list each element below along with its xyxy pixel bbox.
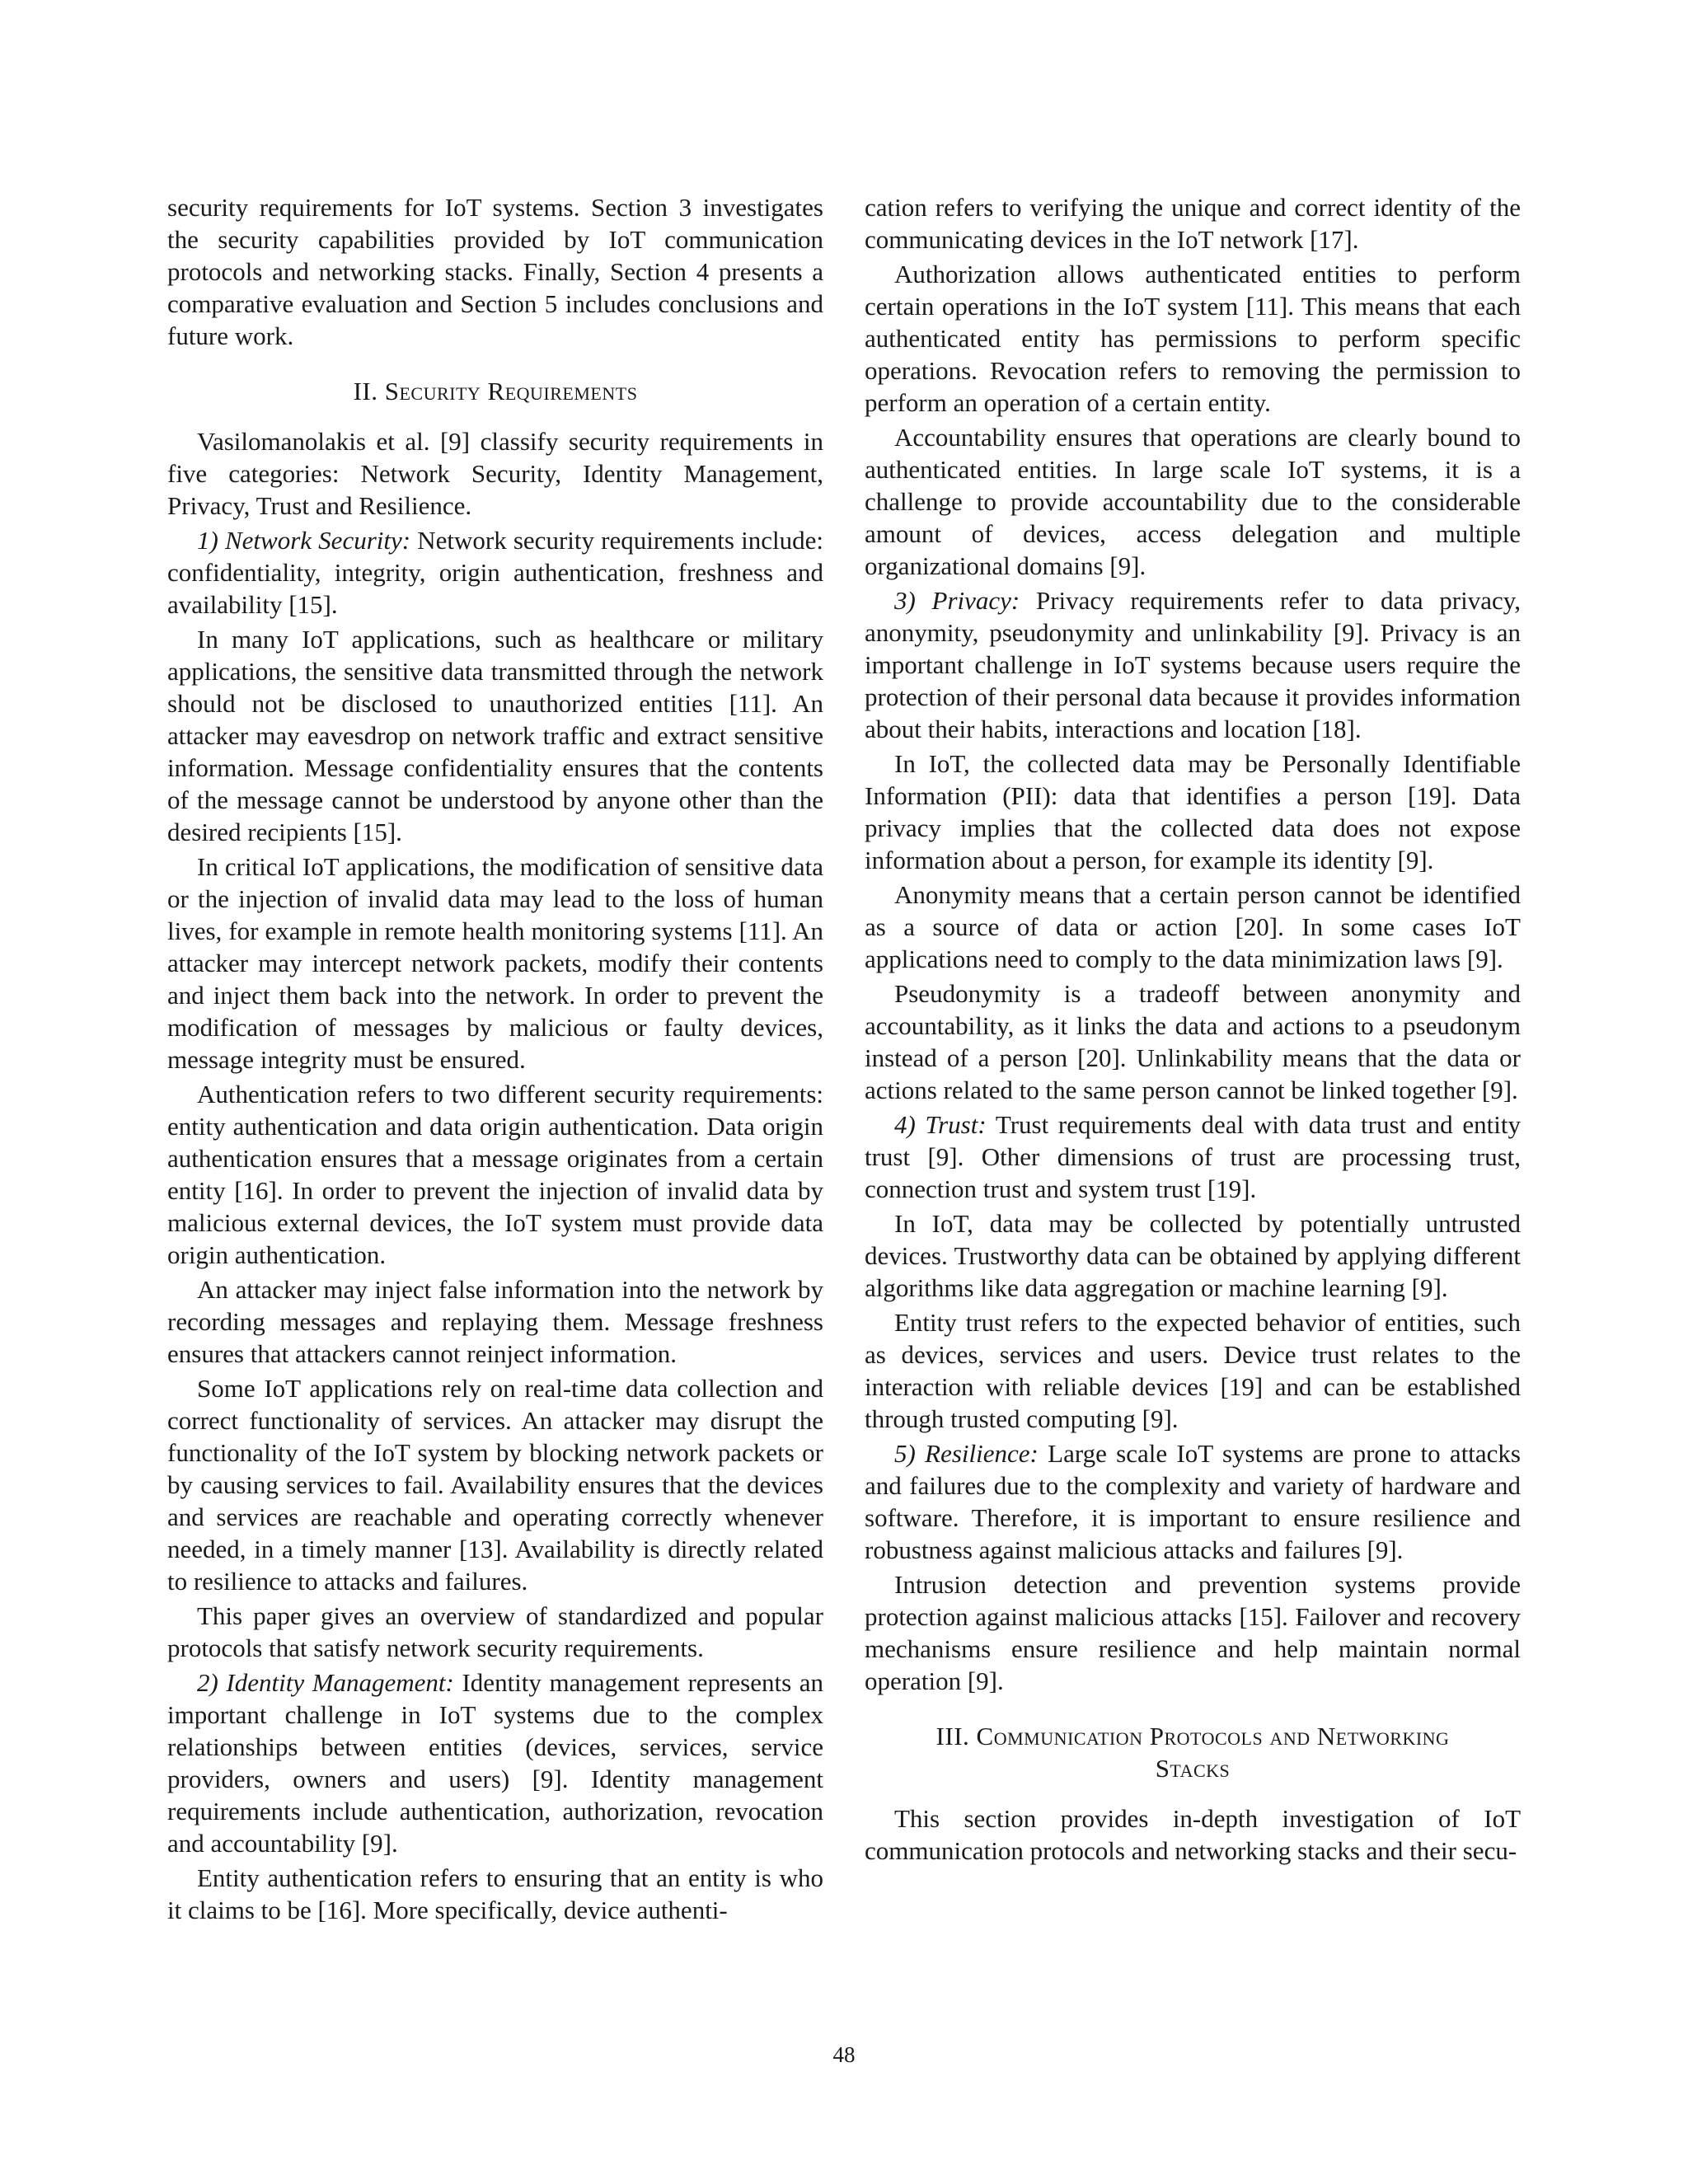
data-trust-paragraph: In IoT, data may be collected by potentially untrusted devices. Trustworthy data can be obtained by applying different algorithms like data aggregation or machine learning [9]. <box>865 1209 1521 1302</box>
section-3-title-line1: Communication Protocols and Networking <box>976 1722 1450 1750</box>
accountability-paragraph: Accountability ensures that operations are clearly bound to authenticated entities. In large scale IoT systems, it is a challenge to provide accountability due to the considerable amount of devices, access delegation and multiple organizational domains [9]. <box>865 423 1521 580</box>
intrusion-paragraph: Intrusion detection and prevention systems provide protection against malicious attacks [15]. Failover and recovery mechanisms ensure resilience and help maintain normal operation [9]. <box>865 1570 1521 1695</box>
anonymity-paragraph: Anonymity means that a certain person cannot be identified as a source of data or action [20]. In some cases IoT applications need to comply to the data minimization laws [9]. <box>865 880 1521 973</box>
right-column <box>865 191 1521 1869</box>
subsection-5-heading: 5) Resilience: <box>894 1439 1039 1468</box>
section-3-intro-paragraph: This section provides in-depth investigation of IoT communication protocols and networking stacks and their secu- <box>865 1804 1521 1865</box>
resilience-paragraph: 5) Resilience: Large scale IoT systems are prone to attacks and failures due to the complexity and variety of hardware and software. Therefore, it is important to ensure resilience and robustness against malicious attacks and failures [9]. <box>865 1439 1521 1564</box>
pseudonymity-paragraph: Pseudonymity is a tradeoff between anonymity and accountability, as it links the data and actions to a pseudonym instead of a person [20]. Unlinkability means that the data or actions related to the same person cannot be linked together [9]. <box>865 979 1521 1104</box>
section-2-title: Security Requirements <box>384 377 638 405</box>
pii-paragraph: In IoT, the collected data may be Personally Identifiable Information (PII): data that identifies a person [19]. Data privacy implies that the collected data does not expose information about a person, for example its identity [9]. <box>865 749 1521 874</box>
authentication-paragraph: Authentication refers to two different security requirements: entity authentication and data origin authentication. Data origin authentication ensures that a message originates from a certain entity [16]. In order to prevent the injection of invalid data by malicious external devices, the IoT system must provide data origin authentication. <box>167 1080 823 1269</box>
entity-trust-paragraph: Entity trust refers to the expected behavior of entities, such as devices, services and users. Device trust relates to the interaction with reliable devices [19] and can be established through trusted computing [9]. <box>865 1308 1521 1433</box>
overview-paragraph: This paper gives an overview of standardized and popular protocols that satisfy network security requirements. <box>167 1601 823 1662</box>
confidentiality-paragraph: In many IoT applications, such as healthcare or military applications, the sensitive data transmitted through the network should not be disclosed to unauthorized entities [11]. An attacker may eavesdrop on network traffic and extract sensitive information. Message confidentiality ensures that the contents of the message cannot be understood by anyone other than the desired recipients [15]. <box>167 625 823 846</box>
section-2-numeral: II. <box>353 377 378 405</box>
left-column <box>167 191 823 1929</box>
device-authentication-paragraph: cation refers to verifying the unique and correct identity of the communicating devices in the IoT network [17]. <box>865 193 1521 254</box>
privacy-paragraph: 3) Privacy: Privacy requirements refer to data privacy, anonymity, pseudonymity and unlinkability [9]. Privacy is an important challenge in IoT systems because users require the protection of their personal data because it provides information about their habits, interactions and location [18]. <box>865 586 1522 743</box>
entity-authentication-paragraph: Entity authentication refers to ensuring that an entity is who it claims to be [16]. More specifically, device authenti- <box>167 1863 823 1924</box>
section-3-heading <box>865 1720 1521 1784</box>
authorization-paragraph: Authorization allows authenticated entities to perform certain operations in the IoT system [11]. This means that each authenticated entity has permissions to perform specific operations. Revocation refers to removing the permission to perform an operation of a certain entity. <box>865 260 1521 417</box>
section-2-heading <box>167 375 823 407</box>
availability-paragraph: Some IoT applications rely on real-time data collection and correct functionality of services. An attacker may disrupt the functionality of the IoT system by blocking network packets or by causing services to fail. Availability ensures that the devices and services are reachable and operating correctly whenever needed, in a timely manner [13]. Availability is directly related to resilience to attacks and failures. <box>167 1374 823 1596</box>
classify-paragraph: Vasilomanolakis et al. [9] classify security requirements in five categories: Network Security, Identity Management, Privacy, Trust and Resilience. <box>167 427 823 520</box>
page-number: 48 <box>832 2042 856 2067</box>
trust-paragraph: 4) Trust: Trust requirements deal with data trust and entity trust [9]. Other dimensions of trust are processing trust, connection trust and system trust [19]. <box>865 1110 1521 1203</box>
subsection-4-heading: 4) Trust: <box>894 1110 987 1139</box>
freshness-paragraph: An attacker may inject false information into the network by recording messages and replaying them. Message freshness ensures that attackers cannot reinject information. <box>167 1275 823 1368</box>
integrity-paragraph: In critical IoT applications, the modification of sensitive data or the injection of invalid data may lead to the loss of human lives, for example in remote health monitoring systems [11]. An attacker may intercept network packets, modify their contents and inject them back into the network. In order to prevent the modification of messages by malicious or faulty devices, message integrity must be ensured. <box>167 852 823 1074</box>
intro-continuation-paragraph <box>167 191 823 352</box>
subsection-1-heading: 1) Network Security: <box>197 526 411 555</box>
subsection-3-heading: 3) Privacy: <box>894 586 1020 615</box>
section-3-numeral: III. <box>935 1722 970 1750</box>
network-security-paragraph: 1) Network Security: Network security requirements include: confidentiality, integrity, origin authentication, freshness and availability [15]. <box>167 526 823 619</box>
subsection-2-heading: 2) Identity Management: <box>197 1668 454 1697</box>
section-3-title-line2: Stacks <box>1155 1754 1231 1783</box>
identity-management-paragraph: 2) Identity Management: Identity management represents an important challenge in IoT systems due to the complex relationships between entities (devices, services, service providers, owners and users) [9]. Identity management requirements include authentication, authorization, revocation and accountability [9]. <box>167 1668 824 1858</box>
intro-continuation-text: security requirements for IoT systems. Section 3 investigates the security capabilities provided by IoT communication protocols and networking stacks. Finally, Section 4 presents a comparative evaluation and Section 5 includes conclusions and future work. <box>167 193 823 350</box>
